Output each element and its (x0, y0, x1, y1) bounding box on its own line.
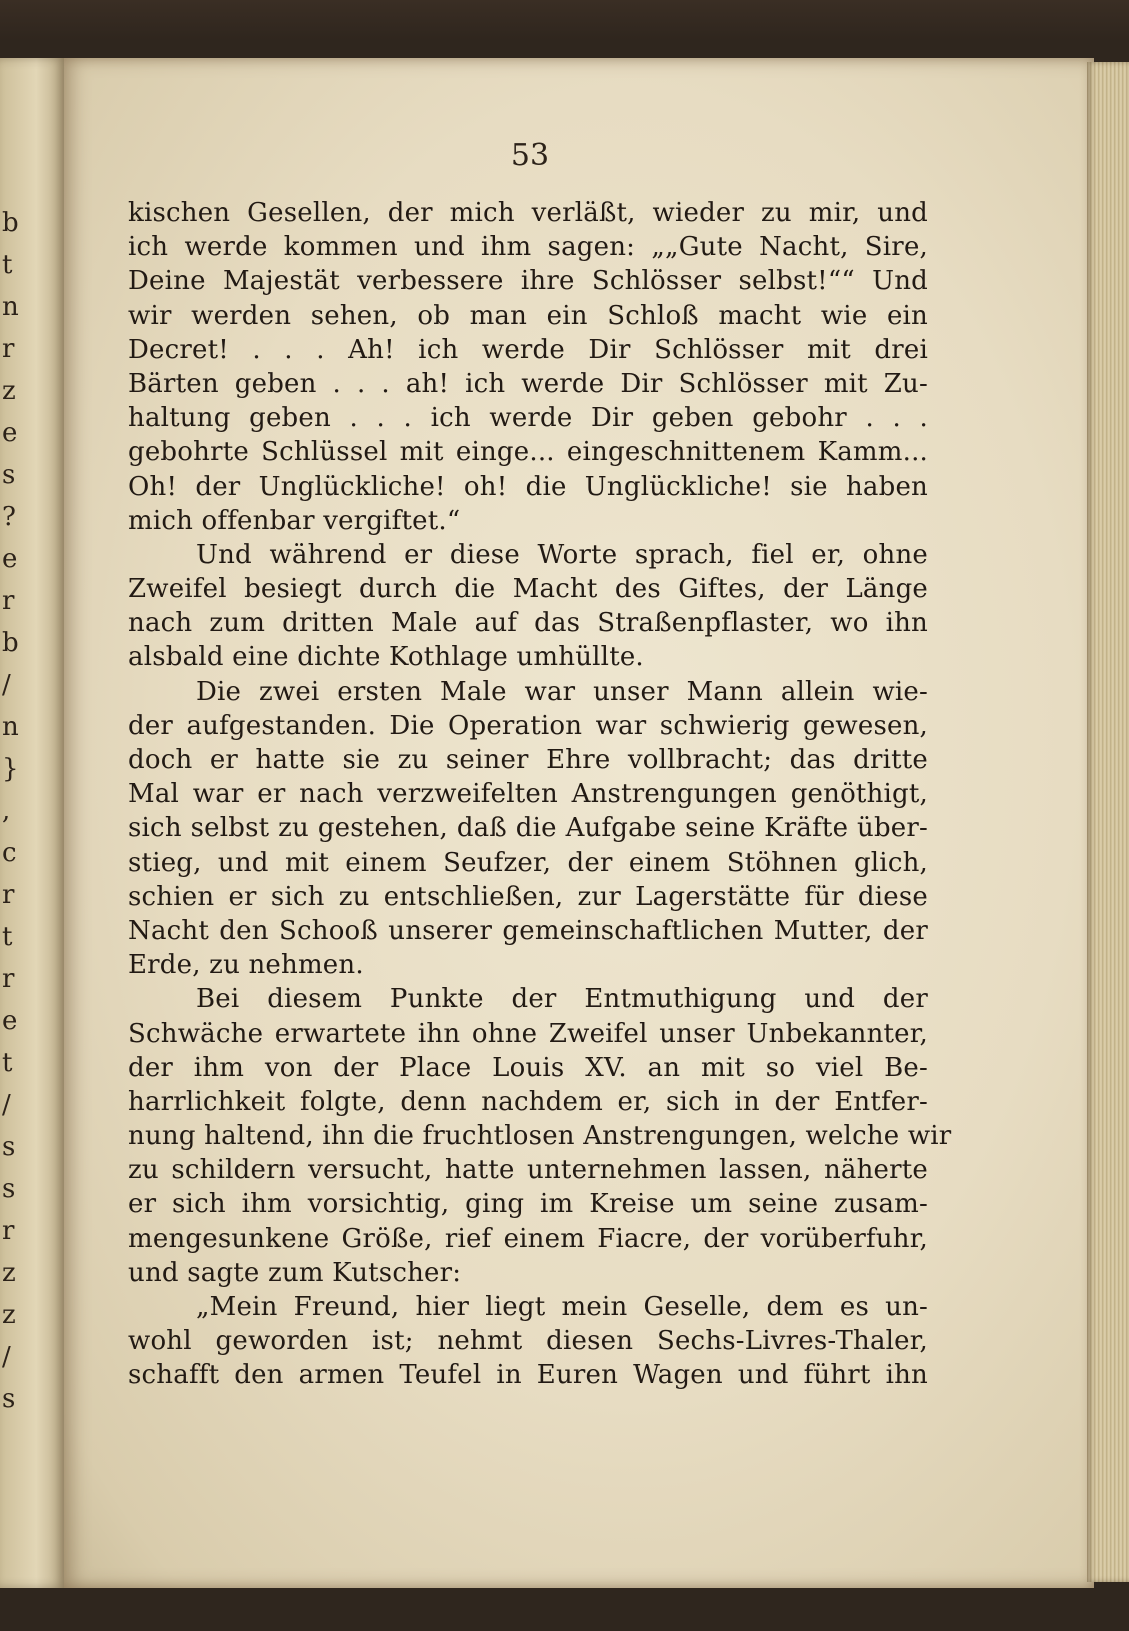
facing-page-char: / (2, 670, 11, 700)
facing-page-char: r (2, 880, 15, 910)
facing-page-char: n (2, 712, 19, 742)
facing-page-char: b (2, 628, 19, 658)
text-line: schien er sich zu entschließen, zur Lagerstätte für diese (128, 881, 928, 912)
facing-page-char: t (2, 250, 13, 280)
facing-page-char: s (2, 1132, 16, 1162)
body-text (128, 196, 952, 1393)
facing-page-char: r (2, 586, 15, 616)
facing-page-char: b (2, 208, 19, 238)
facing-page-char: } (2, 754, 19, 784)
facing-page-char: t (2, 922, 13, 952)
facing-page-char: n (2, 292, 19, 322)
facing-page-char: e (2, 1006, 18, 1036)
text-line: Nacht den Schooß unserer gemeinschaftlichen Mutter, der (128, 915, 928, 946)
text-line: ich werde kommen und ihm sagen: „„Gute Nacht, Sire, (128, 232, 928, 263)
facing-page-char: / (2, 1090, 11, 1120)
text-line: Deine Majestät verbessere ihre Schlösser selbst!““ Und (128, 266, 928, 297)
text-line: alsbald eine dichte Kothlage umhüllte. (128, 642, 644, 673)
facing-page-char: z (2, 1258, 16, 1288)
text-line: zu schildern versucht, hatte unternehmen lassen, näherte (128, 1155, 928, 1186)
text-line: der ihm von der Place Louis XV. an mit so viel Be- (128, 1052, 928, 1083)
facing-page-char: e (2, 544, 18, 574)
text-line: Bei diesem Punkte der Entmuthigung und der (196, 984, 928, 1015)
text-line: stieg, und mit einem Seufzer, der einem Stöhnen glich, (128, 847, 928, 878)
text-line: nung haltend, ihn die fruchtlosen Anstrengungen, welche wir (128, 1121, 952, 1152)
text-line: Zweifel besiegt durch die Macht des Giftes, der Länge (128, 574, 928, 605)
facing-page-char: r (2, 1216, 15, 1246)
page-stack-edges (1087, 62, 1129, 1582)
text-line: „Mein Freund, hier liegt mein Geselle, dem es un- (196, 1292, 928, 1322)
text-line: gebohrte Schlüssel mit einge... eingeschnittenem Kamm... (128, 437, 928, 468)
text-line: wir werden sehen, ob man ein Schloß macht wie ein (128, 300, 928, 331)
text-line: mich offenbar vergiftet.“ (128, 505, 461, 536)
text-line: Und während er diese Worte sprach, fiel er, ohne (196, 539, 928, 570)
text-line: Erde, zu nehmen. (128, 950, 364, 981)
text-line: doch er hatte sie zu seiner Ehre vollbracht; das dritte (128, 745, 928, 775)
text-line: Mal war er nach verzweifelten Anstrengungen genöthigt, (128, 779, 928, 810)
facing-page-char: r (2, 964, 15, 994)
text-line: nach zum dritten Male auf das Straßenpflaster, wo ihn (128, 608, 928, 639)
text-line: er sich ihm vorsichtig, ging im Kreise um seine zusam- (128, 1189, 928, 1220)
facing-page-char: / (2, 1342, 11, 1372)
facing-page-char: ? (2, 502, 16, 532)
page-number: 53 (510, 138, 550, 173)
facing-page-char: r (2, 334, 15, 364)
text-line: Oh! der Unglückliche! oh! die Unglückliche! sie haben (128, 471, 928, 502)
text-line: Die zwei ersten Male war unser Mann allein wie- (196, 676, 928, 707)
text-line: harrlichkeit folgte, denn nachdem er, sich in der Entfer- (128, 1086, 928, 1117)
text-line: wohl geworden ist; nehmt diesen Sechs-Livres-Thaler, (128, 1326, 928, 1357)
text-line: Schwäche erwartete ihn ohne Zweifel unser Unbekannter, (128, 1018, 928, 1049)
text-line: der aufgestanden. Die Operation war schwierig gewesen, (128, 710, 928, 741)
text-line: mengesunkene Größe, rief einem Fiacre, der vorüberfuhr, (128, 1223, 928, 1254)
facing-page-char: z (2, 1300, 16, 1330)
facing-page-char: e (2, 418, 18, 448)
facing-page-edge (0, 58, 66, 1588)
facing-page-char: c (2, 838, 17, 868)
facing-page-char: s (2, 1174, 16, 1204)
text-line: sich selbst zu gestehen, daß die Aufgabe seine Kräfte über- (128, 813, 928, 844)
text-line: kischen Gesellen, der mich verläßt, wieder zu mir, und (128, 198, 928, 228)
text-line: schafft den armen Teufel in Euren Wagen und führt ihn (128, 1360, 928, 1391)
facing-page-char: t (2, 1048, 13, 1078)
text-line: haltung geben . . . ich werde Dir geben gebohr . . . (128, 403, 928, 434)
facing-page-char: z (2, 376, 16, 406)
facing-page-char: s (2, 1384, 16, 1414)
facing-page-char: s (2, 460, 16, 490)
text-line: Bärten geben . . . ah! ich werde Dir Schlösser mit Zu- (128, 368, 928, 399)
text-line: und sagte zum Kutscher: (128, 1257, 462, 1288)
text-line: Decret! . . . Ah! ich werde Dir Schlösser mit drei (128, 334, 928, 365)
facing-page-char: , (2, 796, 11, 826)
